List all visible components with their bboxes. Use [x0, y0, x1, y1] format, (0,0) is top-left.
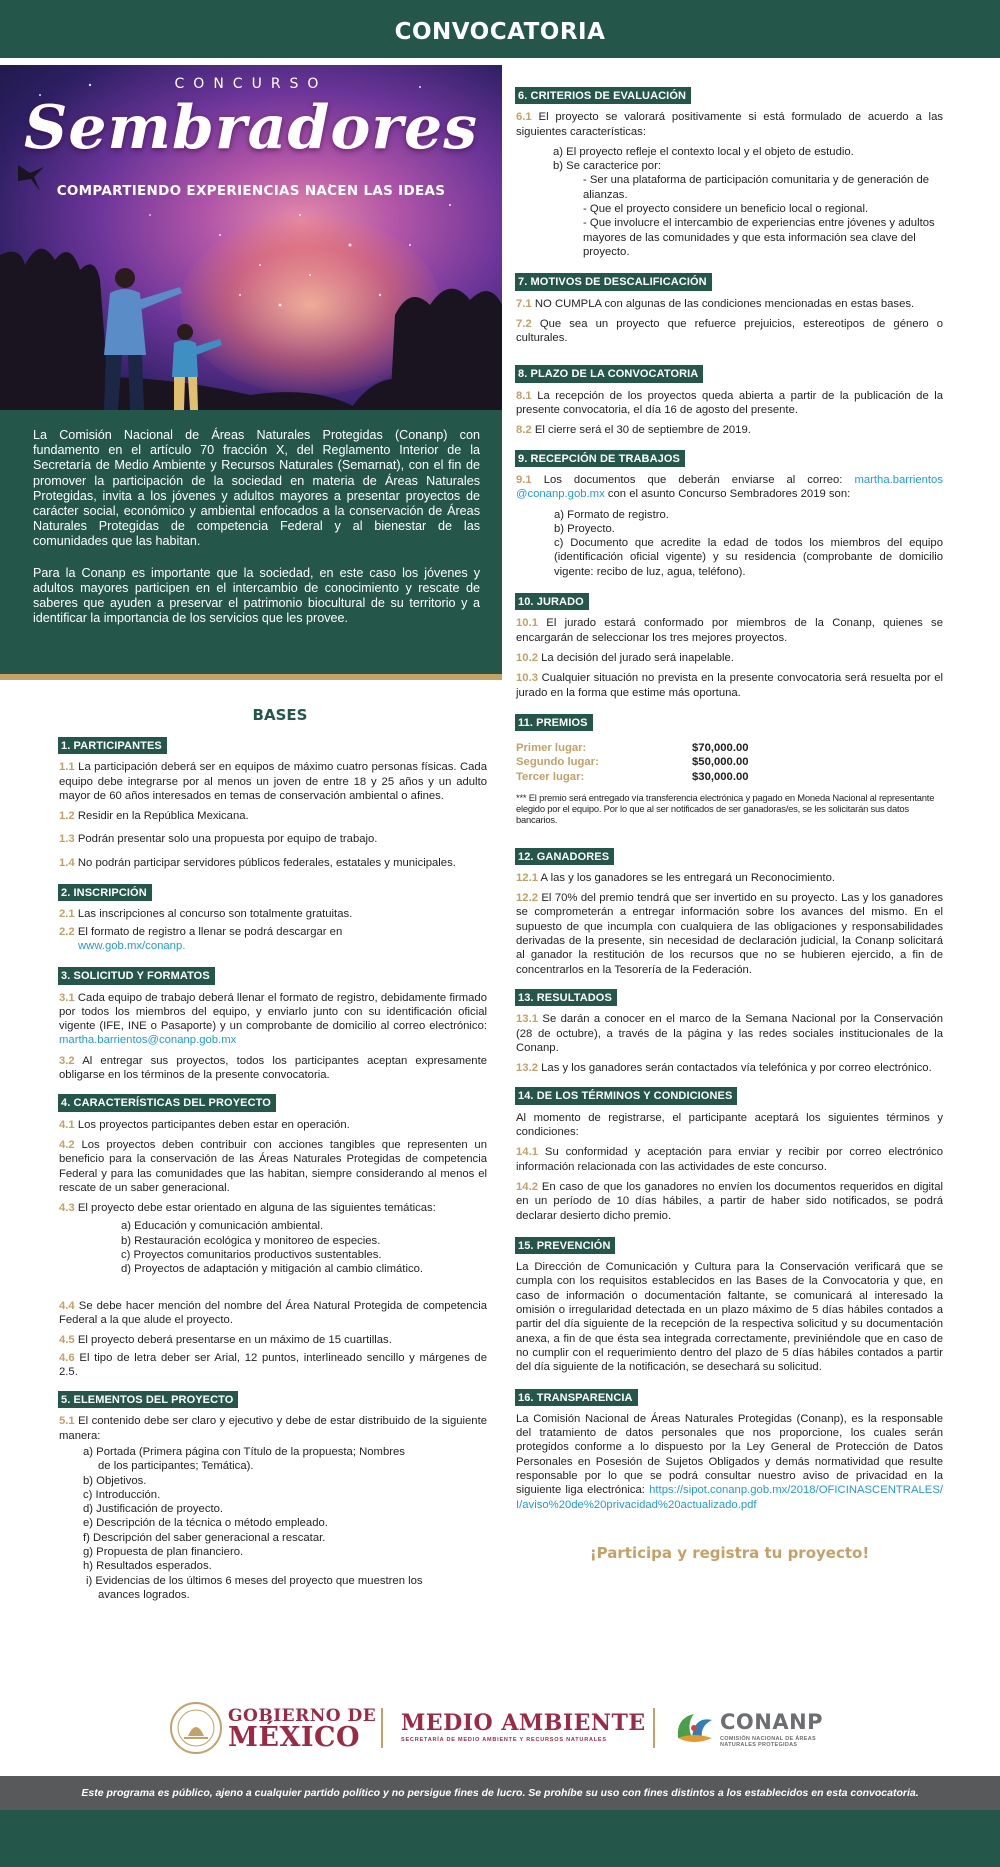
section-title: 13. RESULTADOS	[515, 989, 617, 1006]
item: Al momento de registrarse, el participante aceptará los siguientes términos y condiciones:	[516, 1111, 943, 1139]
gobierno-logo: GOBIERNO DE MÉXICO	[228, 1706, 377, 1753]
intro-panel	[0, 410, 502, 674]
right-column	[516, 87, 943, 1560]
section-title: 15. PREVENCIÓN	[515, 1237, 615, 1254]
item: 1.1 La participación deberá ser en equipos de máximo cuatro personas físicas. Cada equipo debe integrarse por al menos un joven de entre 18 y 25 años y un adulto mayor de 60 años interesados en temas de conservación ambiental o afines.	[59, 761, 487, 802]
item: La Dirección de Comunicación y Cultura para la Conservación verificará que se cumpla con los requisitos establecidos en las Bases de la Convocatoria y que, en caso de información o documentación faltante, se comunicará al interesado la omisión o irregularidad detectada en un plazo máximo de 5 días hábiles contados a partir del día siguiente de la recepción de la respectiva solicitud y su documentación anexa, a fin de que ésta sea integrada correctamente, previniéndole que en caso de no cumplir con el requerimiento dentro del plazo de 5 días hábiles contados a partir del día siguiente de la notificación, se desechará su solicitud.	[516, 1261, 943, 1374]
privacy-link[interactable]: https://sipot.conanp.gob.mx/2018/OFICINASCENTRALES/I/aviso%20de%20privacidad%20actualizado.pdf	[516, 1484, 943, 1511]
documents-list: a) Formato de registro. b) Proyecto. c) Documento que acredite la edad de todos los miembros del equipo (identificación oficial vigente) y su residencia (comprobante de domicilio vigente: recibo de luz, agua, teléfono).	[554, 508, 943, 578]
item: 10.1 El jurado estará conformado por miembros de la Conanp, quienes se encargarán de seleccionar los tres mejores proyectos.	[516, 617, 943, 644]
section-title: 14. DE LOS TÉRMINOS Y CONDICIONES	[515, 1087, 737, 1104]
page-title: CONVOCATORIA	[394, 19, 606, 45]
section-title: 1. PARTICIPANTES	[58, 737, 167, 754]
item: 4.2 Los proyectos deben contribuir con acciones tangibles que representen un beneficio para la conservación de las Áreas Naturales Protegidas de competencia Federal y para las comunidades que las habitan, siempre considerando al menos el rescate de un saber generacional.	[59, 1138, 487, 1194]
item: 13.1 Se darán a conocer en el marco de la Semana Nacional por la Conservación (28 de octubre), a través de la página y las redes sociales institucionales de la Conanp.	[516, 1013, 944, 1054]
item: 9.1 Los documentos que deberán enviarse al correo: martha.barrientos @conanp.gob.mx con el asunto Concurso Sembradores 2019 son:	[516, 473, 943, 501]
item: 1.3 Podrán presentar solo una propuesta por equipo de trabajo.	[59, 833, 378, 846]
item: 10.2 La decisión del jurado será inapelable.	[516, 651, 734, 664]
item: 8.2 El cierre será el 30 de septiembre de 2019.	[516, 424, 751, 437]
bases-title: BASES	[252, 706, 308, 724]
section-title: 10. JURADO	[515, 593, 589, 610]
item: 4.3 El proyecto debe estar orientado en alguna de las siguientes temáticas:	[59, 1202, 436, 1215]
disclaimer: Este programa es público, ajeno a cualquier partido político y no persigue fines de lucro. Se prohíbe su uso con fines distintos a los establecidos en esta convocatoria.	[0, 1776, 1000, 1810]
section-title: 4. CARACTERÍSTICAS DEL PROYECTO	[58, 1094, 276, 1111]
item: 7.2 Que sea un proyecto que refuerce prejuicios, estereotipos de género o culturales.	[516, 317, 943, 345]
item: 12.1 A las y los ganadores se les entregará un Reconocimiento.	[516, 871, 836, 884]
hero-overline: CONCURSO	[174, 76, 328, 92]
item: 1.2 Residir en la República Mexicana.	[59, 810, 249, 823]
hero-subtitle: COMPARTIENDO EXPERIENCIAS NACEN LAS IDEAS	[56, 183, 446, 199]
item: 5.1 El contenido debe ser claro y ejecutivo y debe de estar distribuido de la siguiente manera:	[59, 1415, 488, 1442]
section-title: 2. INSCRIPCIÓN	[58, 884, 152, 901]
item: 8.1 La recepción de los proyectos queda abierta a partir de la publicación de la presente convocatoria, el día 16 de agosto del presente.	[516, 389, 943, 417]
call-to-action: ¡Participa y registra tu proyecto!	[589, 1543, 870, 1562]
left-column	[59, 737, 487, 1602]
download-link[interactable]: www.gob.mx/conanp.	[78, 939, 186, 952]
item: 12.2 El 70% del premio tendrá que ser invertido en su proyecto. Las y los ganadores se comprometerán a entregar información sobre los avances del mismo. En el supuesto de que incumpla con cualquiera de las obligaciones y responsabilidades derivadas de la presente, sin necesidad de declaración judicial, la Conanp solicitará al ganador la restitución de los recursos que no se hubieren ejercido, a fin de concentrarlos en la Tesorería de la Federación.	[516, 892, 943, 976]
section-title: 16. TRANSPARENCIA	[515, 1389, 638, 1406]
section-title: 3. SOLICITUD Y FORMATOS	[58, 967, 215, 984]
prize-note: *** El premio será entregado vía transferencia electrónica y pagado en Moneda Nacional al representante elegido por el equipo. Por lo que al ser notificados de ser ganadoras/es, se les solicitarán sus datos bancarios.	[516, 791, 935, 826]
intro-paragraph: La Comisión Nacional de Áreas Naturales Protegidas (Conanp) con fundamento en el artículo 70 fracción X, del Reglamento Interior de la Secretaría de Medio Ambiente y Recursos Naturales (Semarnat), con el fin de promover la participación de la sociedad en materia de Áreas Naturales Protegidas, invita a los jóvenes y adultos mayores a presentar proyectos de carácter social, económico y ambiental enfocados a la conservación de Áreas Naturales Protegidas de competencia Federal y al bienestar de las comunidades que las habitan.	[33, 428, 480, 549]
item: 2.1 Las inscripciones al concurso son totalmente gratuitas.	[59, 908, 353, 921]
section-title: 7. MOTIVOS DE DESCALIFICACIÓN	[515, 273, 712, 290]
divider	[0, 674, 502, 680]
item: 3.1 Cada equipo de trabajo deberá llenar el formato de registro, debidamente firmado por todos los miembros del equipo, y enviarlo junto con su identificación oficial vigente (IFE, INE o Pasaporte) y un comprobante de domicilio al correo electrónico: martha.barrientos@conanp.gob.mx	[59, 991, 487, 1047]
conanp-logo: CONANP	[720, 1710, 824, 1734]
footer-logos: GOBIERNO DE MÉXICO MEDIO AMBIENTE SECRETARÍA DE MEDIO AMBIENTE Y RECURSOS NATURALES CONANP COMISIÓN NACIONAL DE ÁREAS NATURALES PROTEGIDAS	[0, 1700, 1000, 1760]
email-link[interactable]: martha.barrientos @conanp.gob.mx	[516, 473, 943, 501]
item: 14.1 Su conformidad y aceptación para enviar y recibir por correo electrónico información relacionada con las actividades de este concurso.	[516, 1146, 943, 1173]
section-title: 12. GANADORES	[515, 848, 614, 865]
item: 1.4 No podrán participar servidores públicos federales, estatales y municipales.	[59, 856, 456, 869]
email-link[interactable]: martha.barrientos@conanp.gob.mx	[59, 1034, 237, 1047]
header-bar	[0, 0, 1000, 58]
item: 4.1 Los proyectos participantes deben estar en operación.	[59, 1118, 350, 1131]
item: 14.2 En caso de que los ganadores no envíen los documentos requeridos en digital en un período de 10 días hábiles, a partir de haber sido notificados, se podrá declarar desierto dicho premio.	[516, 1180, 943, 1222]
criteria-list: a) El proyecto refleje el contexto local y el objeto de estudio. b) Se caracterice por: - Ser una plataforma de participación comunitaria y de generación de alianzas. - Que el proyecto considere un beneficio local o regional. - Que involucre el intercambio de experiencias entre jóvenes y adultos mayores de las comunidades y que esta información sea clave del proyecto.	[553, 145, 935, 258]
footer-bar	[0, 1810, 1000, 1867]
item: La Comisión Nacional de Áreas Naturales Protegidas (Conanp), es la responsable del tratamiento de datos personales que nos proporcione, los cuales serán protegidos conforme a lo dispuesto por la Ley General de Protección de Datos Personales en Posesión de Sujetos Obligados y demás normatividad que resulte responsable por lo que se podrá consultar nuestro aviso de privacidad en la siguiente liga electrónica: https://sipot.conanp.gob.mx/2018/OFICINASCENTRALES/I/aviso%20de%20privacidad%20actualizado.pdf	[516, 1412, 943, 1511]
item: 10.3 Cualquier situación no prevista en la presente convocatoria será resuelta por el jurado en la forma que estime más oportuna.	[516, 672, 943, 699]
item: 4.4 Se debe hacer mención del nombre del Área Natural Protegida de competencia Federal a la que alude el proyecto.	[59, 1299, 487, 1326]
item: 6.1 El proyecto se valorará positivamente si está formulado de acuerdo a las siguientes características:	[516, 111, 943, 138]
section-title: 11. PREMIOS	[515, 714, 593, 731]
item: 13.2 Las y los ganadores serán contactados vía telefónica y por correo electrónico.	[516, 1062, 932, 1075]
section-title: 9. RECEPCIÓN DE TRABAJOS	[515, 450, 685, 467]
prize-table: Primer lugar: $70,000.00 Segundo lugar: $50,000.00 Tercer lugar: $30,000.00	[516, 742, 749, 783]
item: 2.2 El formato de registro a llenar se podrá descargar en www.gob.mx/conanp.	[59, 925, 343, 952]
hero-banner	[0, 65, 502, 410]
item: 4.5 El proyecto deberá presentarse en un máximo de 15 cuartillas.	[59, 1334, 392, 1347]
theme-list: a) Educación y comunicación ambiental. b) Restauración ecológica y monitoreo de especies. c) Proyectos comunitarios productivos sustentables. d) Proyectos de adaptación y mitigación al cambio climático.	[121, 1220, 424, 1276]
intro-paragraph: Para la Conanp es importante que la sociedad, en este caso los jóvenes y adultos mayores participen en el intercambio de conocimiento y rescate de saberes que ayuden a preservar el patrimonio biocultural de su territorio y a identificar la importancia de los servicios que les provee.	[33, 565, 480, 626]
conanp-emblem-icon	[672, 1708, 716, 1748]
section-title: 5. ELEMENTOS DEL PROYECTO	[58, 1391, 238, 1408]
coat-of-arms-icon	[168, 1700, 224, 1756]
section-title: 8. PLAZO DE LA CONVOCATORIA	[515, 365, 703, 382]
hero-title: Sembradores	[24, 93, 478, 163]
elements-list: a) Portada (Primera página con Título de la propuesta; Nombres de los participantes; Temática). b) Objetivos. c) Introducción. d) Justificación de proyecto. e) Descripción de la técnica o método empleado. f) Descripción del saber generacional a rescatar. g) Propuesta de plan financiero. h) Resultados esperados. i) Evidencias de los últimos 6 meses del proyecto que muestren los avances logrados.	[83, 1445, 423, 1601]
item: 4.6 El tipo de letra deber ser Arial, 12 puntos, interlineado sencillo y márgenes de 2.5.	[59, 1351, 487, 1378]
item: 3.2 Al entregar sus proyectos, todos los participantes aceptan expresamente obligarse en los términos de la presente convocatoria.	[59, 1054, 488, 1082]
medio-ambiente-logo: MEDIO AMBIENTE	[401, 1710, 646, 1736]
section-title: 6. CRITERIOS DE EVALUACIÓN	[515, 87, 691, 104]
item: 7.1 NO CUMPLA con algunas de las condiciones mencionadas en estas bases.	[516, 297, 915, 310]
